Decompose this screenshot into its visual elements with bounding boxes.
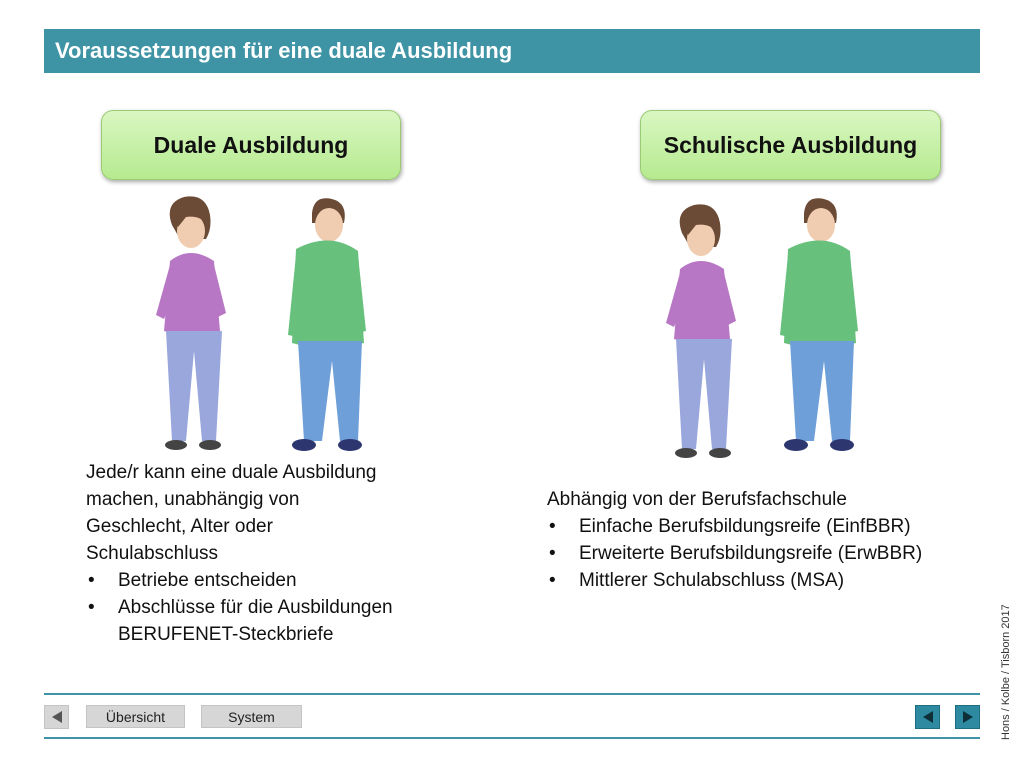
duale-ausbildung-label: Duale Ausbildung [101,110,401,180]
page-title: Voraussetzungen für eine duale Ausbildung [55,38,513,63]
footer-divider-top [44,693,980,695]
students-illustration-left [130,195,380,465]
triangle-right-icon [960,709,976,725]
overview-button[interactable]: Übersicht [86,705,185,728]
left-intro-line: Schulabschluss [86,543,219,564]
left-intro-line: Jede/r kann eine duale Ausbildung [86,462,377,483]
right-intro: Abhängig von der Berufsfachschule [547,489,847,510]
system-button[interactable]: System [201,705,302,728]
back-button[interactable] [44,705,69,729]
left-intro [86,459,466,567]
left-intro-line: machen, unabhängig von [86,489,300,510]
triangle-left-icon [920,709,936,725]
girl-figure [156,196,226,450]
list-item: • Betriebe entscheiden [86,567,466,594]
list-item: • Mittlerer Schulabschluss (MSA) [547,567,987,594]
left-intro-line: Geschlecht, Alter oder [86,516,273,537]
right-bullet-list [547,513,987,594]
triangle-left-icon [49,709,65,725]
boy-figure [288,198,366,451]
previous-slide-button[interactable] [915,705,940,729]
list-item-text: • Abschlüsse für die Ausbildungen [118,597,393,618]
title-bar [44,29,980,73]
right-description [547,486,987,594]
next-slide-button[interactable] [955,705,980,729]
list-item: • Erweiterte Berufsbildungsreife (ErwBBR) [547,540,987,567]
boy-figure [780,198,858,451]
students-illustration-right [640,195,890,470]
girl-figure [666,204,736,458]
list-item-text: BERUFENET-Steckbriefe [118,624,334,645]
left-bullet-list [86,567,466,648]
copyright-credit: Hons / Kolbe / Tisborn 2017 [1000,604,1012,740]
footer-divider-bottom [44,737,980,739]
schulische-ausbildung-label: Schulische Ausbildung [640,110,941,180]
list-item: • Einfache Berufsbildungsreife (EinfBBR) [547,513,987,540]
list-item [86,594,466,648]
left-description [86,459,466,648]
